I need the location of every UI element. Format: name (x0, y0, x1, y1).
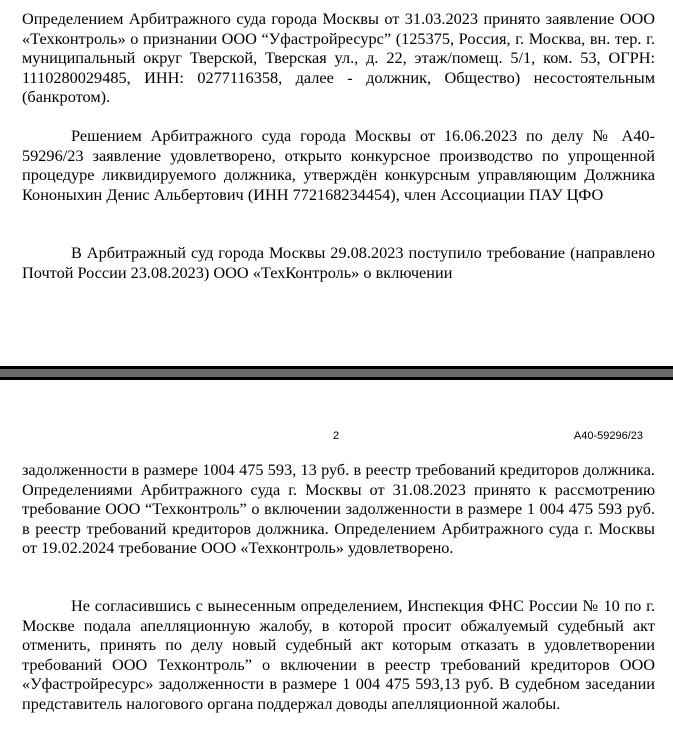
page-number: 2 (333, 430, 340, 442)
document-page-1 (0, 0, 673, 366)
paragraph-appeal: Не согласившись с вынесенным определением, Инспекция ФНС России № 10 по г. Москве подала апелляционную жалобу, в которой просит обжалуемый судебный акт отменить, принять по делу новый судебный акт которым отказать в удовлетворении требований ООО Техконтроль” о включении в реестр требований кредиторов ООО «Уфастройресурс» задолженности в размере 1 004 475 593,13 руб. В судебном заседании представитель налогового органа поддержал доводы апелляционной жалобы. (22, 596, 655, 713)
paragraph-bankruptcy-filing: Определением Арбитражного суда города Москвы от 31.03.2023 принято заявление ООО «Техконтроль» о признании ООО “Уфастройресурс” (125375, Россия, г. Москва, вн. тер. г. муниципальный округ Тверской, Тверская ул., д. 22, этаж/помещ. 5/1, ком. 53, ОГРН: 1110280029485, ИНН: 0277116358, далее - должник, Общество) несостоятельным (банкротом). (22, 9, 655, 107)
paragraph-creditor-claim: В Арбитражный суд города Москвы 29.08.2023 поступило требование (направлено Почтой России 23.08.2023) ООО «ТехКонтроль» о включении (22, 243, 655, 282)
page-separator-band (0, 369, 673, 377)
paragraph-debt-amount: задолженности в размере 1004 475 593, 13 руб. в реестр требований кредиторов должника. Определениями Арбитражного суда г. Москвы от 31.08.2023 принято к рассмотрению требование ООО “Техконтроль” о включении задолженности в размере 1 004 475 593 руб. в реестр требований кредиторов должника. Определением Арбитражного суда г. Москвы от 19.02.2024 требование ООО «Техконтроль» удовлетворено. (22, 460, 655, 558)
case-number: А40-59296/23 (573, 430, 643, 442)
paragraph-court-decision: Решением Арбитражного суда города Москвы от 16.06.2023 по делу № А40-59296/23 заявление удовлетворено, открыто конкурсное производство по упрощенной процедуре ликвидируемого должника, утверждён конкурсным управляющим Должника Кононыхин Денис Альбертович (ИНН 772168234454), член Ассоциации ПАУ ЦФО (22, 126, 655, 204)
document-page-2 (0, 380, 673, 733)
page-separator (0, 366, 673, 380)
